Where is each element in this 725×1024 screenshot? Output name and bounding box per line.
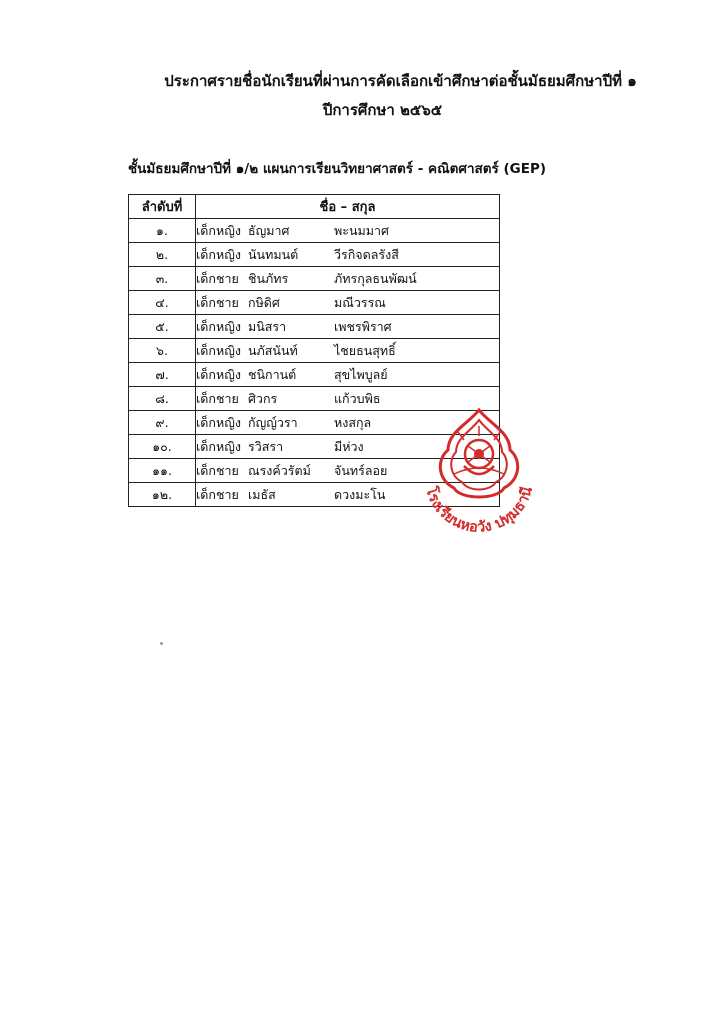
- table-header-row: [129, 195, 500, 219]
- school-seal: [408, 402, 550, 544]
- first-name: กษิดิศ: [248, 294, 280, 310]
- student-name-cell: [196, 219, 500, 243]
- student-name-cell: [196, 291, 500, 315]
- last-name: วีรกิจดลรังสี: [334, 246, 399, 262]
- name-prefix: เด็กหญิง: [196, 318, 241, 334]
- row-number: ๔.: [129, 291, 196, 315]
- announcement-title: ประกาศรายชื่อนักเรียนที่ผ่านการคัดเลือกเข้าศึกษาต่อชั้นมัธยมศึกษาปีที่ ๑: [164, 72, 637, 90]
- student-name-cell: [196, 315, 500, 339]
- student-name-cell: [196, 363, 500, 387]
- first-name: ธัญมาศ: [248, 222, 290, 238]
- row-number: ๓.: [129, 267, 196, 291]
- table-row: [129, 267, 500, 291]
- table-row: [129, 315, 500, 339]
- first-name: ณรงค์วรัตม์: [248, 462, 311, 478]
- first-name: กัญญ์วรา: [248, 414, 298, 430]
- row-number: ๑๑.: [129, 459, 196, 483]
- row-number: ๙.: [129, 411, 196, 435]
- last-name: ไชยธนสุทธิ์: [334, 342, 396, 358]
- row-number: ๑๐.: [129, 435, 196, 459]
- last-name: ภัทรกุลธนพัฒน์: [334, 270, 417, 286]
- last-name: พะนมมาศ: [334, 222, 389, 238]
- name-prefix: เด็กหญิง: [196, 438, 241, 454]
- paper-speck: [160, 642, 163, 645]
- name-prefix: เด็กชาย: [196, 294, 239, 310]
- last-name: มีห่วง: [334, 438, 364, 454]
- last-name: จันทร์ลอย: [334, 462, 388, 478]
- row-number: ๕.: [129, 315, 196, 339]
- row-number: ๖.: [129, 339, 196, 363]
- table-row: [129, 363, 500, 387]
- name-prefix: เด็กชาย: [196, 270, 239, 286]
- name-prefix: เด็กชาย: [196, 462, 239, 478]
- header-fullname: ชื่อ – สกุล: [196, 195, 500, 219]
- row-number: ๒.: [129, 243, 196, 267]
- name-prefix: เด็กหญิง: [196, 342, 241, 358]
- last-name: แก้วบพิธ: [334, 390, 381, 406]
- class-heading: ชั้นมัธยมศึกษาปีที่ ๑/๒ แผนการเรียนวิทยาศาสตร์ - คณิตศาสตร์ (GEP): [128, 161, 547, 177]
- row-number: ๘.: [129, 387, 196, 411]
- svg-text:โรงเรียนหอวัง ปทุมธานี: [422, 484, 536, 536]
- academic-year: ปีการศึกษา ๒๕๖๕: [322, 101, 443, 119]
- first-name: นภัสนันท์: [248, 342, 298, 358]
- first-name: ชนิกานต์: [248, 366, 297, 382]
- last-name: สุขไพบูลย์: [334, 366, 388, 382]
- table-row: [129, 243, 500, 267]
- seal-text: โรงเรียนหอวัง ปทุมธานี: [422, 484, 536, 536]
- first-name: ศิวกร: [248, 390, 278, 406]
- first-name: ชินภัทร: [248, 270, 289, 286]
- header-order: ลำดับที่: [129, 195, 196, 219]
- student-name-cell: [196, 339, 500, 363]
- last-name: หงสกุล: [334, 414, 372, 430]
- name-prefix: เด็กหญิง: [196, 222, 241, 238]
- name-prefix: เด็กชาย: [196, 390, 239, 406]
- first-name: มนิสรา: [248, 318, 287, 334]
- name-prefix: เด็กหญิง: [196, 246, 241, 262]
- name-prefix: เด็กหญิง: [196, 366, 241, 382]
- table-row: [129, 339, 500, 363]
- first-name: รวิสรา: [248, 438, 284, 454]
- name-prefix: เด็กหญิง: [196, 414, 241, 430]
- student-name-cell: [196, 267, 500, 291]
- last-name: มณีวรรณ: [334, 294, 386, 310]
- last-name: ดวงมะโน: [334, 486, 386, 502]
- table-row: [129, 291, 500, 315]
- first-name: นันทมนต์: [248, 246, 299, 262]
- last-name: เพชรพิราศ: [334, 318, 392, 334]
- first-name: เมธัส: [248, 486, 276, 502]
- name-prefix: เด็กชาย: [196, 486, 239, 502]
- student-name-cell: [196, 243, 500, 267]
- row-number: ๗.: [129, 363, 196, 387]
- row-number: ๑๒.: [129, 483, 196, 507]
- row-number: ๑.: [129, 219, 196, 243]
- table-row: [129, 219, 500, 243]
